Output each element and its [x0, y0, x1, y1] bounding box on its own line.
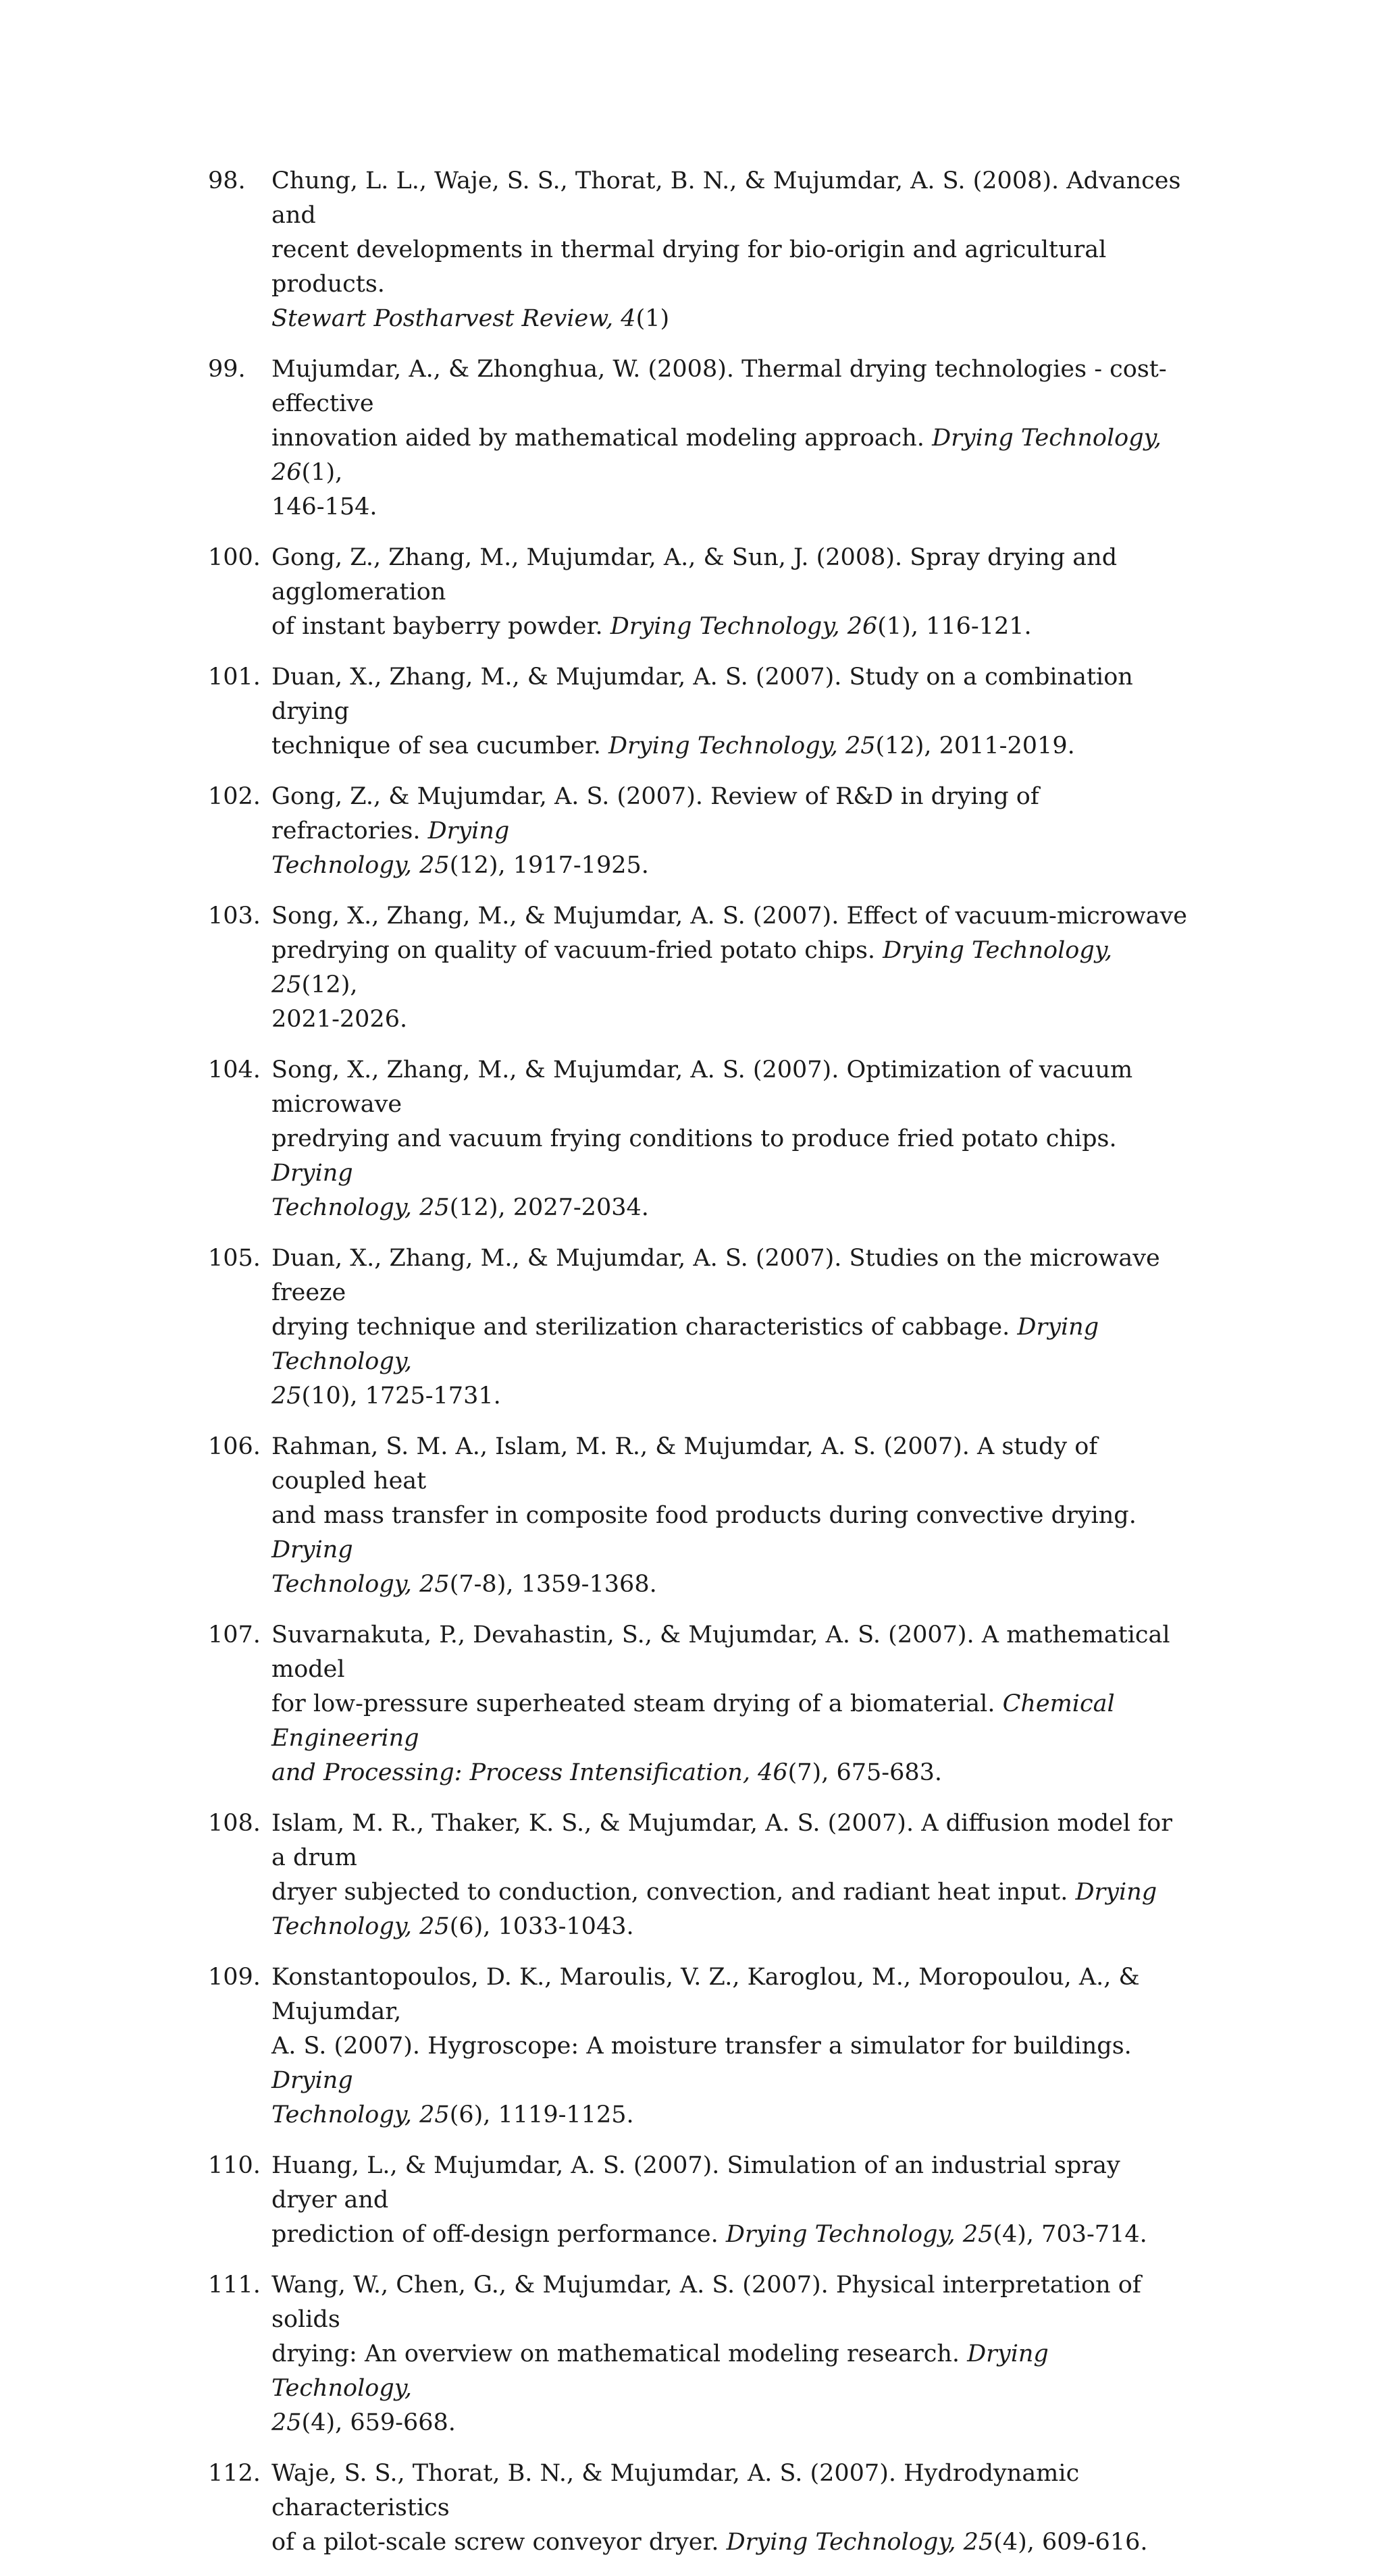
reference-text-segment: (1), 116-121. — [877, 613, 1032, 640]
reference-item — [208, 1053, 1187, 1225]
reference-number: 101. — [208, 664, 261, 691]
reference-text-segment: (1) — [635, 305, 670, 332]
reference-text-segment: Wang, W., Chen, G., & Mujumdar, A. S. (2007). Physical interpretation of solids — [271, 2272, 1141, 2333]
reference-text-segment: technique of sea cucumber. — [271, 732, 608, 759]
reference-text — [271, 352, 1187, 525]
reference-number: 112. — [208, 2460, 261, 2487]
reference-text — [271, 2268, 1187, 2440]
reference-journal-segment: Drying — [271, 1160, 353, 1187]
reference-text-segment: (1), — [301, 459, 343, 486]
reference-journal-segment: Technology, 25 — [271, 1194, 450, 1221]
reference-item — [208, 1806, 1187, 1944]
reference-journal-segment: Drying — [427, 817, 510, 844]
reference-journal-segment: Drying Technology, 25 — [271, 937, 1113, 998]
reference-item — [208, 780, 1187, 883]
reference-number: 102. — [208, 783, 261, 810]
reference-journal-segment: Technology, 25 — [271, 1913, 450, 1940]
reference-text-segment: innovation aided by mathematical modeling approach. — [271, 425, 933, 452]
reference-number: 105. — [208, 1245, 261, 1272]
reference-text-segment: recent developments in thermal drying for bio-origin and agricultural products. — [271, 236, 1107, 298]
reference-text-segment: A. S. (2007). Hygroscope: A moisture transfer a simulator for buildings. — [271, 2033, 1132, 2060]
reference-item — [208, 541, 1187, 644]
reference-journal-segment: Drying Technology, 25 — [726, 2529, 994, 2556]
reference-text — [271, 2457, 1187, 2560]
reference-number: 108. — [208, 1810, 261, 1837]
reference-number: 111. — [208, 2272, 261, 2299]
reference-text-segment: (7), 675-683. — [787, 1759, 943, 1786]
reference-text-segment: (12), — [301, 971, 358, 998]
reference-text-segment: Song, X., Zhang, M., & Mujumdar, A. S. (2007). Optimization of vacuum microwave — [271, 1056, 1133, 1118]
reference-number: 106. — [208, 1433, 261, 1460]
reference-journal-segment: Drying Technology, — [271, 2340, 1049, 2402]
reference-journal-segment: Technology, 25 — [271, 2101, 450, 2128]
reference-list — [208, 164, 1187, 2576]
reference-number: 98. — [208, 167, 246, 194]
reference-text — [271, 164, 1187, 336]
reference-journal-segment: Drying Technology, 26 — [610, 613, 878, 640]
reference-journal-segment: 25 — [271, 1383, 302, 1410]
reference-journal-segment: Drying — [271, 1536, 353, 1563]
reference-text-segment: predrying and vacuum frying conditions to produce fried potato chips. — [271, 1125, 1117, 1152]
reference-text-segment: drying: An overview on mathematical modeling research. — [271, 2340, 968, 2367]
reference-text-segment: Mujumdar, A., & Zhonghua, W. (2008). Thermal drying technologies - cost-effective — [271, 356, 1167, 417]
reference-text-segment: Chung, L. L., Waje, S. S., Thorat, B. N., & Mujumdar, A. S. (2008). Advances and — [271, 167, 1181, 229]
reference-item — [208, 899, 1187, 1037]
reference-text-segment: Rahman, S. M. A., Islam, M. R., & Mujumdar, A. S. (2007). A study of coupled heat — [271, 1433, 1098, 1495]
reference-text-segment: Islam, M. R., Thaker, K. S., & Mujumdar, A. S. (2007). A diffusion model for a drum — [271, 1810, 1172, 1871]
reference-number: 110. — [208, 2152, 261, 2179]
reference-text-segment: Huang, L., & Mujumdar, A. S. (2007). Simulation of an industrial spray dryer and — [271, 2152, 1120, 2213]
reference-text-segment: Duan, X., Zhang, M., & Mujumdar, A. S. (2007). Studies on the microwave freeze — [271, 1245, 1160, 1306]
reference-text — [271, 899, 1187, 1037]
reference-text-segment: Gong, Z., Zhang, M., Mujumdar, A., & Sun, J. (2008). Spray drying and agglomeration — [271, 544, 1118, 606]
reference-text-segment: predrying on quality of vacuum-fried potato chips. — [271, 937, 883, 964]
reference-item — [208, 660, 1187, 763]
reference-text-segment: (12), 1917-1925. — [449, 852, 649, 879]
reference-text-segment: (6), 1119-1125. — [449, 2101, 634, 2128]
reference-number: 107. — [208, 1621, 261, 1648]
reference-journal-segment: Technology, 25 — [271, 1571, 450, 1598]
reference-journal-segment: and Processing: Process Intensification, 46 — [271, 1759, 788, 1786]
reference-text-segment: Song, X., Zhang, M., & Mujumdar, A. S. (2007). Effect of vacuum-microwave — [271, 903, 1187, 930]
reference-text — [271, 1618, 1187, 1790]
reference-journal-segment: Drying — [1075, 1879, 1157, 1906]
reference-journal-segment: Drying Technology, 25 — [725, 2221, 993, 2248]
reference-text — [271, 1960, 1187, 2132]
reference-text-segment: (4), 609-616. — [993, 2529, 1148, 2556]
reference-journal-segment: 25 — [271, 2409, 302, 2436]
reference-text-segment: for low-pressure superheated steam drying of a biomaterial. — [271, 1690, 1003, 1717]
reference-text — [271, 541, 1187, 644]
reference-journal-segment: Stewart Postharvest Review, 4 — [271, 305, 636, 332]
reference-item — [208, 352, 1187, 525]
reference-text-segment: 146-154. — [271, 493, 377, 520]
reference-item — [208, 1430, 1187, 1602]
reference-text — [271, 780, 1187, 883]
reference-text-segment: dryer subjected to conduction, convection, and radiant heat input. — [271, 1879, 1076, 1906]
reference-number: 103. — [208, 903, 261, 930]
reference-text-segment: (12), 2011-2019. — [875, 732, 1075, 759]
reference-text-segment: (7-8), 1359-1368. — [449, 1571, 657, 1598]
reference-journal-segment: Drying Technology, — [271, 1314, 1099, 1375]
reference-text — [271, 660, 1187, 763]
reference-text — [271, 1806, 1187, 1944]
reference-text-segment: (10), 1725-1731. — [301, 1383, 501, 1410]
reference-journal-segment: Technology, 25 — [271, 852, 450, 879]
reference-number: 99. — [208, 356, 246, 383]
reference-item — [208, 2268, 1187, 2440]
reference-text — [271, 1053, 1187, 1225]
reference-journal-segment: Drying — [271, 2067, 353, 2094]
reference-item — [208, 1618, 1187, 1790]
reference-journal-segment: Drying Technology, 26 — [271, 425, 1162, 486]
reference-text-segment: Duan, X., Zhang, M., & Mujumdar, A. S. (2007). Study on a combination drying — [271, 664, 1133, 725]
reference-text-segment: (6), 1033-1043. — [449, 1913, 634, 1940]
reference-item — [208, 1960, 1187, 2132]
reference-text-segment: Konstantopoulos, D. K., Maroulis, V. Z., Karoglou, M., Moropoulou, A., & Mujumdar, — [271, 1964, 1140, 2025]
reference-number: 104. — [208, 1056, 261, 1083]
reference-number: 109. — [208, 1964, 261, 1991]
reference-text-segment: Suvarnakuta, P., Devahastin, S., & Mujumdar, A. S. (2007). A mathematical model — [271, 1621, 1170, 1683]
reference-text-segment: (4), 659-668. — [301, 2409, 456, 2436]
reference-text-segment: Waje, S. S., Thorat, B. N., & Mujumdar, A. S. (2007). Hydrodynamic characteristics — [271, 2460, 1080, 2521]
reference-item — [208, 1241, 1187, 1414]
reference-text — [271, 2149, 1187, 2252]
reference-text-segment: (12), 2027-2034. — [449, 1194, 649, 1221]
reference-text-segment: of instant bayberry powder. — [271, 613, 610, 640]
reference-text-segment: 2021-2026. — [271, 1006, 408, 1033]
reference-text-segment: drying technique and sterilization characteristics of cabbage. — [271, 1314, 1018, 1341]
reference-number: 100. — [208, 544, 261, 571]
reference-text-segment: Gong, Z., & Mujumdar, A. S. (2007). Review of R&D in drying of refractories. — [271, 783, 1039, 844]
reference-text — [271, 1241, 1187, 1414]
reference-item — [208, 2457, 1187, 2560]
reference-journal-segment: Chemical Engineering — [271, 1690, 1115, 1752]
reference-text-segment: (4), 703-714. — [993, 2221, 1147, 2248]
reference-text-segment: of a pilot-scale screw conveyor dryer. — [271, 2529, 727, 2556]
reference-journal-segment: Drying Technology, 25 — [608, 732, 876, 759]
reference-item — [208, 2149, 1187, 2252]
reference-text — [271, 1430, 1187, 1602]
reference-text-segment: prediction of off-design performance. — [271, 2221, 726, 2248]
reference-text-segment: and mass transfer in composite food products during convective drying. — [271, 1502, 1137, 1529]
reference-item — [208, 164, 1187, 336]
